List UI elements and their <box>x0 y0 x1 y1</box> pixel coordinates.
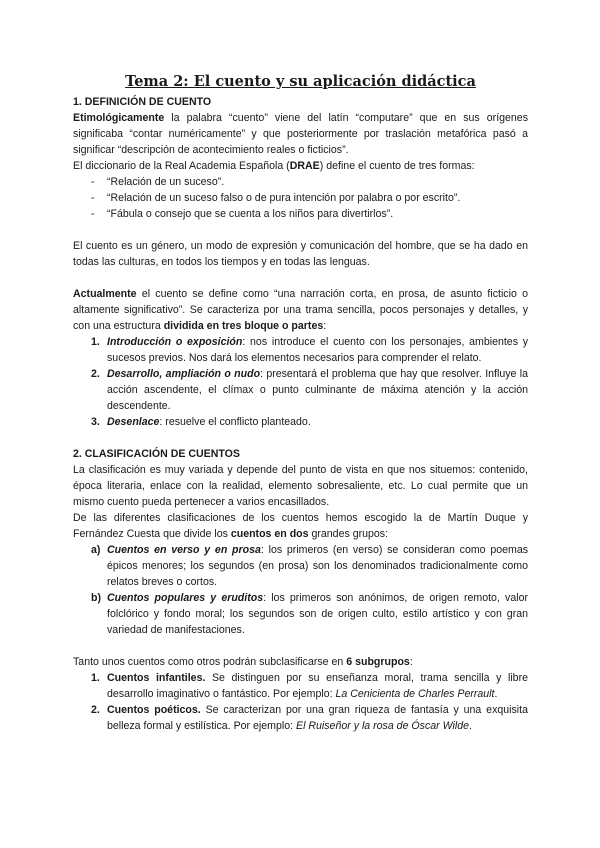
list-item: b) Cuentos populares y eruditos: los primeros son anónimos, de origen remoto, valor folclórico y fondo moral; los segundos son de origen culto, estilo artístico y con gran variedad de manifestaciones. <box>91 592 528 636</box>
page-title: Tema 2: El cuento y su aplicación didáctica <box>125 73 476 90</box>
list-item: 3. Desenlace: resuelve el conflicto planteado. <box>91 416 311 428</box>
selected-classification-paragraph: De las diferentes clasificaciones de los cuentos hemos escogido la de Martín Duque y Fernández Cuesta que divide los cuentos en dos grandes grupos: <box>73 512 528 540</box>
current-definition-paragraph: Actualmente el cuento se define como “una narración corta, en prosa, de asunto ficticio o altamente significativo”. Se caracteriza por una trama sencilla, pocos personajes y detalles, y con una estructura dividida en tres bloque o partes: <box>73 288 528 332</box>
genre-paragraph: El cuento es un género, un modo de expresión y comunicación del hombre, que se ha dado en todas las culturas, en todos los tiempos y en todas las lenguas. <box>73 240 528 268</box>
etymology-term: Etimológicamente <box>73 112 165 124</box>
structure-parts-list <box>73 334 528 430</box>
classification-paragraph: La clasificación es muy variada y depende del punto de vista en que nos situemos: contenido, época literaria, enlace con la realidad, elemento sobresaliente, etc. Lo cual permite que un mismo cuento pueda pertenecer a varios encasillados. <box>73 464 528 508</box>
etymology-paragraph: Etimológicamente la palabra “cuento” viene del latín “computare” que en sus orígenes significaba “contar numéricamente” y que posteriormente por traslación metafórica pasó a significar “descripción de acontecimiento reales o ficticios”. <box>73 112 528 156</box>
subgroups-list <box>73 670 528 734</box>
groups-list <box>73 542 528 638</box>
list-item: 2. Cuentos poéticos. Se caracterizan por una gran riqueza de fantasía y una exquisita belleza formal y estilística. Por ejemplo: El Ruiseñor y la rosa de Óscar Wilde. <box>91 704 528 732</box>
list-item: a) Cuentos en verso y en prosa: los primeros (en verso) se consideran como poemas épicos menores; los segundos (en prosa) son los denominados tradicionalmente como relatos breves o cortos. <box>91 544 529 588</box>
section-2-heading: 2. CLASIFICACIÓN DE CUENTOS <box>73 448 240 460</box>
section-1-heading: 1. DEFINICIÓN DE CUENTO <box>73 96 212 108</box>
page-content <box>73 72 528 734</box>
list-item: - “Relación de un suceso falso o de pura intención por palabra o por escrito”. <box>91 190 528 206</box>
list-item: 1. Introducción o exposición: nos introduce el cuento con los personajes, ambientes y sucesos previos. Nos dará los elementos necesarios para comprender el relato. <box>91 336 529 364</box>
list-item: 1. Cuentos infantiles. Se distinguen por su enseñanza moral, trama sencilla y libre desarrollo imaginativo o fantástico. Por ejemplo: La Cenicienta de Charles Perrault. <box>91 672 528 700</box>
drae-paragraph: El diccionario de la Real Academia Española (DRAE) define el cuento de tres formas: <box>73 160 475 172</box>
subgroups-paragraph: Tanto unos cuentos como otros podrán subclasificarse en 6 subgrupos: <box>73 656 413 668</box>
list-item: - “Relación de un suceso”. <box>91 174 528 190</box>
list-item: 2. Desarrollo, ampliación o nudo: presentará el problema que hay que resolver. Influye la acción ascendente, el clímax o punto culminante de máxima atención y la acción descendente. <box>91 368 528 412</box>
list-item: - “Fábula o consejo que se cuenta a los niños para divertirlos”. <box>91 206 528 222</box>
definition-list <box>73 174 528 222</box>
